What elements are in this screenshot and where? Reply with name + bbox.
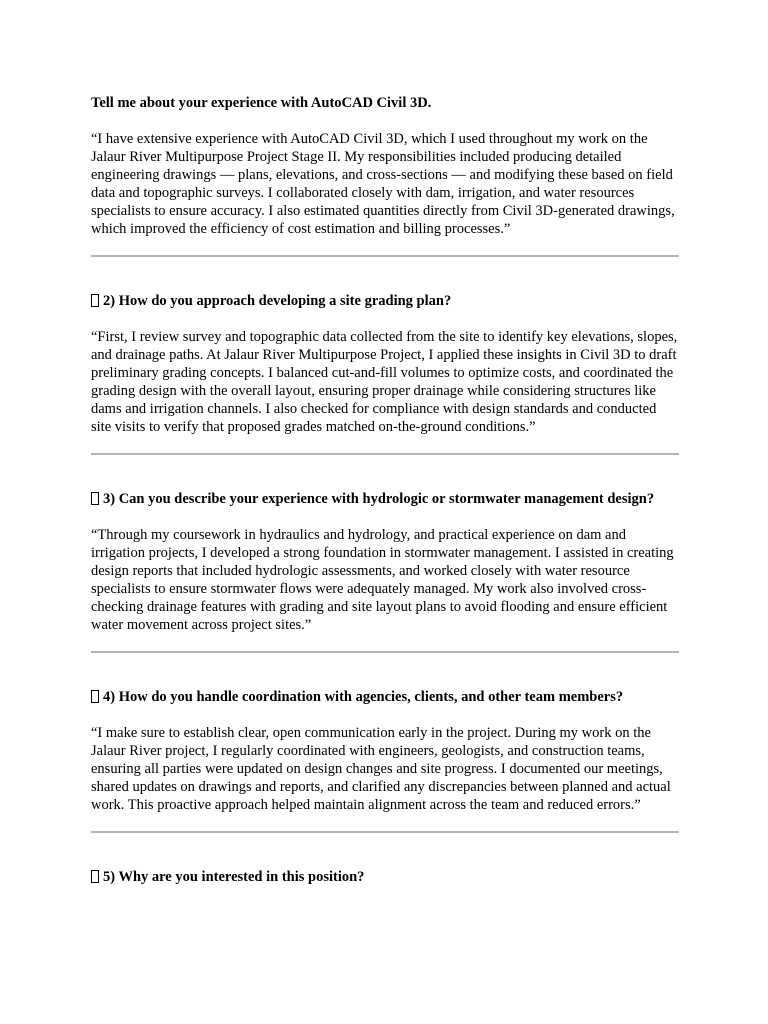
section-divider [91,651,679,653]
document-page [91,94,679,886]
answer-paragraph: “I have extensive experience with AutoCAD Civil 3D, which I used throughout my work on the Jalaur River Multipurpose Project Stage II. My responsibilities included producing detailed engineering drawings — plans, elevations, and cross-sections — and modifying these based on field data and topographic surveys. I collaborated closely with dam, irrigation, and water resources specialists to ensure accuracy. I also estimated quantities directly from Civil 3D-generated drawings, which improved the efficiency of cost estimation and billing processes.” [91,131,675,237]
missing-glyph-box-icon [91,690,99,703]
question-heading [91,94,679,112]
missing-glyph-box-icon [91,870,99,883]
answer-paragraph: “I make sure to establish clear, open communication early in the project. During my work on the Jalaur River project, I regularly coordinated with engineers, geologists, and construction teams, ensuring all parties were updated on design changes and site progress. I documented our meetings, shared updates on drawings and reports, and clarified any discrepancies between planned and actual work. This proactive approach helped maintain alignment across the team and reduced errors.” [91,725,671,813]
missing-glyph-box-icon [91,492,99,505]
question-text: 4) How do you handle coordination with agencies, clients, and other team members? [103,689,624,705]
section-divider [91,831,679,833]
section-divider [91,255,679,257]
section-divider [91,453,679,455]
question-heading [91,688,679,706]
question-heading [91,868,679,886]
question-text: 3) Can you describe your experience with hydrologic or stormwater management design? [103,491,655,507]
question-heading [91,490,679,508]
answer-paragraph: “Through my coursework in hydraulics and hydrology, and practical experience on dam and irrigation projects, I developed a strong foundation in stormwater management. I assisted in creating design reports that included hydrologic assessments, and worked closely with water resource specialists to ensure stormwater flows were adequately managed. My work also involved cross-checking drainage features with grading and site layout plans to avoid flooding and ensure efficient water movement across project sites.” [91,527,674,633]
question-heading [91,292,679,310]
missing-glyph-box-icon [91,294,99,307]
answer-paragraph: “First, I review survey and topographic data collected from the site to identify key elevations, slopes, and drainage paths. At Jalaur River Multipurpose Project, I applied these insights in Civil 3D to draft preliminary grading concepts. I balanced cut-and-fill volumes to optimize costs, and coordinated the grading design with the overall layout, ensuring proper drainage while considering structures like dams and irrigation channels. I also checked for compliance with design standards and conducted site visits to verify that proposed grades matched on-the-ground conditions.” [91,329,678,435]
question-text: 2) How do you approach developing a site grading plan? [103,293,452,309]
question-text: 5) Why are you interested in this position? [103,869,365,885]
question-text: Tell me about your experience with AutoCAD Civil 3D. [91,95,432,111]
